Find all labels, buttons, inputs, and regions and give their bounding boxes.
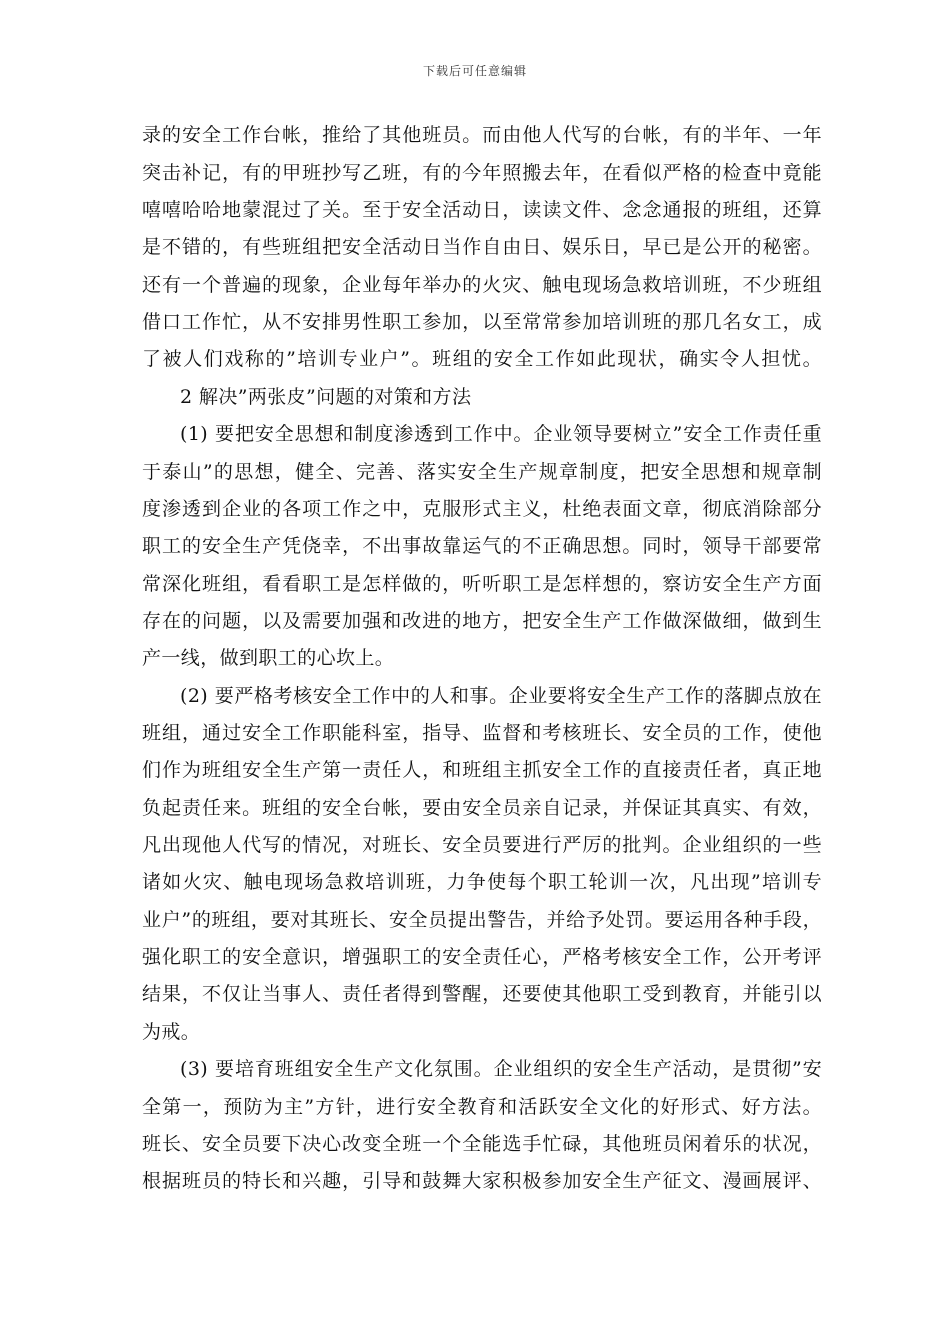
body-line: 凡出现他人代写的情况，对班长、安全员要进行严厉的批判。企业组织的一些 (142, 834, 822, 856)
body-line: 业户”的班组，要对其班长、安全员提出警告，并给予处罚。要运用各种手段， (142, 909, 822, 931)
body-line: 嘻嘻哈哈地蒙混过了关。至于安全活动日，读读文件、念念通报的班组，还算 (142, 199, 822, 221)
body-line: 存在的问题，以及需要加强和改进的地方，把安全生产工作做深做细，做到生 (142, 610, 822, 632)
page-header: 下载后可任意编辑 (422, 64, 527, 78)
body-line: 于泰山”的思想，健全、完善、落实安全生产规章制度，把安全思想和规章制 (142, 461, 822, 483)
body-line: 为戒。 (142, 1021, 201, 1043)
body-line: 班组，通过安全工作职能科室，指导、监督和考核班长、安全员的工作，使他 (142, 722, 822, 744)
body-line: 根据班员的特长和兴趣，引导和鼓舞大家积极参加安全生产征文、漫画展评、 (142, 1170, 822, 1192)
body-line: 了被人们戏称的”培训专业户”。班组的安全工作如此现状，确实令人担忧。 (142, 348, 822, 370)
body-line: 产一线，做到职工的心坎上。 (142, 647, 395, 669)
paragraph-first-line: (3) 要培育班组安全生产文化氛围。企业组织的安全生产活动，是贯彻”安 (180, 1058, 822, 1080)
section-heading: 2 解决”两张皮”问题的对策和方法 (180, 386, 472, 408)
body-line: 强化职工的安全意识，增强职工的安全责任心，严格考核安全工作，公开考评 (142, 946, 822, 968)
body-line: 录的安全工作台帐，推给了其他班员。而由他人代写的台帐，有的半年、一年 (142, 124, 822, 146)
paragraph-first-line: (1) 要把安全思想和制度渗透到工作中。企业领导要树立”安全工作责任重 (180, 423, 822, 445)
body-line: 是不错的，有些班组把安全活动日当作自由日、娱乐日，早已是公开的秘密。 (142, 236, 822, 258)
body-line: 结果，不仅让当事人、责任者得到警醒，还要使其他职工受到教育，并能引以 (142, 983, 822, 1005)
body-line: 突击补记，有的甲班抄写乙班，有的今年照搬去年，在看似严格的检查中竟能 (142, 162, 822, 184)
body-line: 借口工作忙，从不安排男性职工参加，以至常常参加培训班的那几名女工，成 (142, 311, 822, 333)
body-line: 职工的安全生产凭侥幸，不出事故靠运气的不正确思想。同时，领导干部要常 (142, 535, 822, 557)
body-line: 常深化班组，看看职工是怎样做的，听听职工是怎样想的，察访安全生产方面 (142, 573, 822, 595)
body-line: 度渗透到企业的各项工作之中，克服形式主义，杜绝表面文章，彻底消除部分 (142, 498, 822, 520)
body-line: 负起责任来。班组的安全台帐，要由安全员亲自记录，并保证其真实、有效， (142, 797, 822, 819)
body-line: 们作为班组安全生产第一责任人，和班组主抓安全工作的直接责任者，真正地 (142, 759, 822, 781)
body-line: 全第一，预防为主”方针，进行安全教育和活跃安全文化的好形式、好方法。 (142, 1096, 822, 1118)
body-line: 还有一个普遍的现象，企业每年举办的火灾、触电现场急救培训班，不少班组 (142, 274, 822, 296)
body-line: 诸如火灾、触电现场急救培训班，力争使每个职工轮训一次，凡出现”培训专 (142, 871, 822, 893)
paragraph-first-line: (2) 要严格考核安全工作中的人和事。企业要将安全生产工作的落脚点放在 (180, 685, 822, 707)
body-line: 班长、安全员要下决心改变全班一个全能选手忙碌，其他班员闲着乐的状况， (142, 1133, 822, 1155)
